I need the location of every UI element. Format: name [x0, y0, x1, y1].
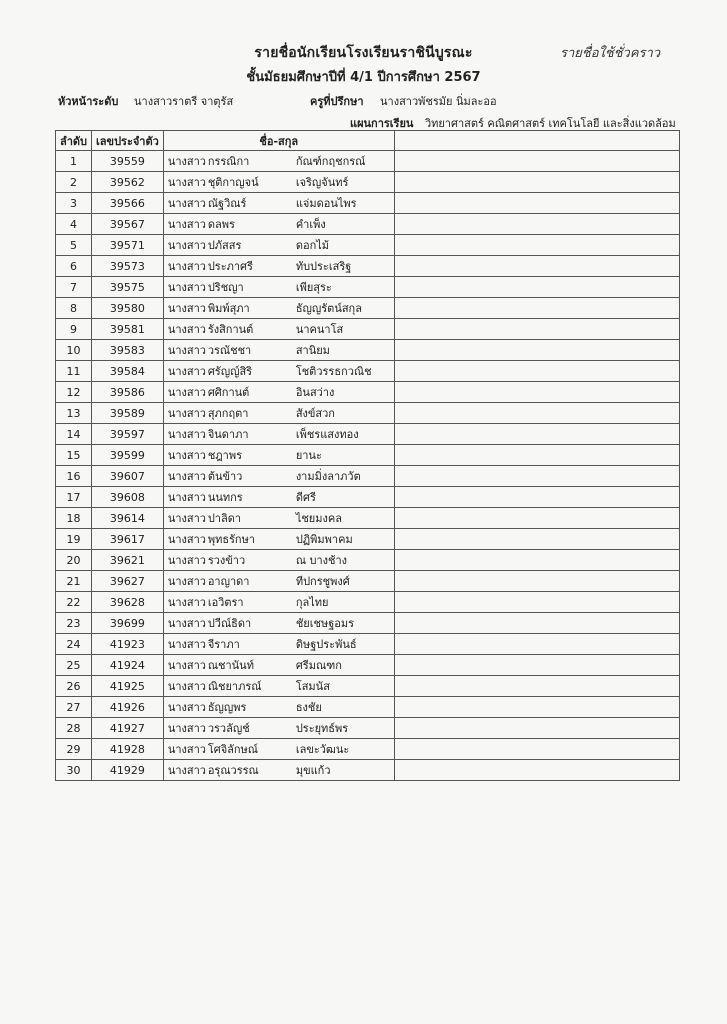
name-prefix: นางสาว: [167, 428, 206, 441]
full-name-cell: [163, 613, 394, 634]
last-name: ดิษฐประพันธ์: [295, 638, 357, 651]
order-cell: 20: [56, 550, 92, 571]
table-row: [56, 487, 680, 508]
blank-cell: [394, 508, 679, 529]
first-name: ปาลิดา: [207, 512, 242, 525]
table-row: [56, 718, 680, 739]
order-cell: 1: [56, 151, 92, 172]
column-header-student-id: เลขประจำตัว: [92, 131, 164, 151]
first-name: จีราภา: [207, 638, 240, 651]
first-name: วรวลัญช์: [207, 722, 250, 735]
blank-cell: [394, 445, 679, 466]
table-row: [56, 739, 680, 760]
full-name-cell: [163, 424, 394, 445]
first-name: อรุณวรรณ: [207, 764, 259, 777]
table-row: [56, 319, 680, 340]
full-name-cell: [163, 361, 394, 382]
student-id-cell: 39562: [92, 172, 164, 193]
full-name-cell: [163, 592, 394, 613]
full-name-cell: [163, 151, 394, 172]
first-name: กรรณิกา: [207, 155, 250, 168]
full-name-cell: [163, 235, 394, 256]
first-name: ปวีณ์ธิดา: [207, 617, 252, 630]
blank-cell: [394, 718, 679, 739]
last-name: เพียสุระ: [295, 281, 332, 294]
full-name-cell: [163, 739, 394, 760]
blank-cell: [394, 151, 679, 172]
student-id-cell: 39573: [92, 256, 164, 277]
student-id-cell: 39575: [92, 277, 164, 298]
order-cell: 13: [56, 403, 92, 424]
column-header-blank: [394, 131, 679, 151]
temporary-list-note: รายชื่อใช้ชั่วคราว: [560, 46, 661, 61]
last-name: ไชยมงคล: [295, 512, 342, 525]
blank-cell: [394, 676, 679, 697]
name-prefix: นางสาว: [167, 218, 206, 231]
table-row: [56, 676, 680, 697]
name-prefix: นางสาว: [167, 323, 206, 336]
full-name-cell: [163, 214, 394, 235]
student-id-cell: 41925: [92, 676, 164, 697]
level-head-label: หัวหน้าระดับ: [58, 95, 119, 108]
first-name: พิมพ์สุภา: [207, 302, 250, 315]
full-name-cell: [163, 256, 394, 277]
first-name: โศจิลักษณ์: [207, 743, 259, 756]
last-name: อินสว่าง: [295, 386, 335, 399]
table-row: [56, 466, 680, 487]
blank-cell: [394, 382, 679, 403]
name-prefix: นางสาว: [167, 617, 206, 630]
full-name-cell: [163, 676, 394, 697]
first-name: ณัฐวิณร์: [207, 197, 247, 210]
order-cell: 3: [56, 193, 92, 214]
blank-cell: [394, 277, 679, 298]
student-id-cell: 41926: [92, 697, 164, 718]
full-name-cell: [163, 382, 394, 403]
name-prefix: นางสาว: [167, 722, 206, 735]
table-row: [56, 361, 680, 382]
blank-cell: [394, 739, 679, 760]
last-name: โชติวรรธกวณิช: [295, 365, 372, 378]
blank-cell: [394, 340, 679, 361]
name-prefix: นางสาว: [167, 386, 206, 399]
table-row: [56, 445, 680, 466]
name-prefix: นางสาว: [167, 239, 206, 252]
last-name: ธัญญรัตน์สกุล: [295, 302, 362, 315]
name-prefix: นางสาว: [167, 365, 206, 378]
name-prefix: นางสาว: [167, 260, 206, 273]
blank-cell: [394, 592, 679, 613]
name-prefix: นางสาว: [167, 344, 206, 357]
order-cell: 30: [56, 760, 92, 781]
last-name: เพ็ชรแสงทอง: [295, 428, 359, 441]
student-id-cell: 39567: [92, 214, 164, 235]
level-head-name: นางสาวราตรี จาตุรัส: [134, 95, 234, 108]
order-cell: 22: [56, 592, 92, 613]
order-cell: 6: [56, 256, 92, 277]
full-name-cell: [163, 193, 394, 214]
blank-cell: [394, 550, 679, 571]
table-row: [56, 298, 680, 319]
first-name: ดลพร: [207, 218, 235, 231]
student-id-cell: 41924: [92, 655, 164, 676]
first-name: นนทกร: [207, 491, 243, 504]
full-name-cell: [163, 550, 394, 571]
last-name: ดอกไม้: [295, 239, 330, 252]
table-row: [56, 634, 680, 655]
blank-cell: [394, 529, 679, 550]
order-cell: 10: [56, 340, 92, 361]
student-id-cell: 39597: [92, 424, 164, 445]
first-name: ธัญญพร: [207, 701, 247, 714]
order-cell: 17: [56, 487, 92, 508]
last-name: ทีปกรชูพงศ์: [295, 575, 350, 588]
blank-cell: [394, 571, 679, 592]
order-cell: 5: [56, 235, 92, 256]
full-name-cell: [163, 298, 394, 319]
last-name: สังข์สวก: [295, 407, 335, 420]
last-name: แจ่มดอนไพร: [295, 197, 357, 210]
first-name: ศศิกานต์: [207, 386, 250, 399]
full-name-cell: [163, 403, 394, 424]
order-cell: 16: [56, 466, 92, 487]
last-name: ประยุทธ์พร: [295, 722, 349, 735]
order-cell: 8: [56, 298, 92, 319]
student-id-cell: 39584: [92, 361, 164, 382]
table-row: [56, 382, 680, 403]
order-cell: 15: [56, 445, 92, 466]
first-name: พุทธรักษา: [207, 533, 256, 546]
table-header-row: [56, 131, 680, 151]
name-prefix: นางสาว: [167, 197, 206, 210]
student-id-cell: 39599: [92, 445, 164, 466]
table-row: [56, 697, 680, 718]
name-prefix: นางสาว: [167, 554, 206, 567]
table-row: [56, 340, 680, 361]
order-cell: 4: [56, 214, 92, 235]
last-name: สานิยม: [295, 344, 330, 357]
first-name: ศรัญญ์สิริ: [207, 365, 253, 378]
first-name: ประภาศรี: [207, 260, 253, 273]
blank-cell: [394, 319, 679, 340]
student-id-cell: 41929: [92, 760, 164, 781]
student-id-cell: 41927: [92, 718, 164, 739]
student-id-cell: 39571: [92, 235, 164, 256]
blank-cell: [394, 403, 679, 424]
blank-cell: [394, 466, 679, 487]
table-row: [56, 151, 680, 172]
student-id-cell: 39566: [92, 193, 164, 214]
student-id-cell: 39580: [92, 298, 164, 319]
name-prefix: นางสาว: [167, 701, 206, 714]
last-name: กุลไทย: [295, 596, 329, 609]
name-prefix: นางสาว: [167, 638, 206, 651]
roster-body: [56, 151, 680, 781]
first-name: ชุติกาญจน์: [207, 176, 259, 189]
blank-cell: [394, 214, 679, 235]
name-prefix: นางสาว: [167, 449, 206, 462]
full-name-cell: [163, 718, 394, 739]
student-id-cell: 39583: [92, 340, 164, 361]
blank-cell: [394, 487, 679, 508]
document-title: รายชื่อนักเรียนโรงเรียนราชินีบูรณะ: [254, 45, 473, 61]
table-row: [56, 613, 680, 634]
last-name: คำเพ็ง: [295, 218, 326, 231]
name-prefix: นางสาว: [167, 407, 206, 420]
first-name: สุภกฤตา: [207, 407, 249, 420]
student-id-cell: 39617: [92, 529, 164, 550]
full-name-cell: [163, 277, 394, 298]
order-cell: 23: [56, 613, 92, 634]
advisor-label: ครูที่ปรึกษา: [310, 95, 364, 108]
name-prefix: นางสาว: [167, 470, 206, 483]
last-name: ธงชัย: [295, 701, 322, 714]
table-row: [56, 529, 680, 550]
blank-cell: [394, 361, 679, 382]
student-id-cell: 39607: [92, 466, 164, 487]
table-row: [56, 235, 680, 256]
first-name: อาญาดา: [207, 575, 250, 588]
full-name-cell: [163, 340, 394, 361]
full-name-cell: [163, 634, 394, 655]
student-id-cell: 39589: [92, 403, 164, 424]
full-name-cell: [163, 172, 394, 193]
order-cell: 12: [56, 382, 92, 403]
blank-cell: [394, 655, 679, 676]
student-id-cell: 41923: [92, 634, 164, 655]
student-roster-table: [55, 130, 680, 781]
first-name: ชฎาพร: [207, 449, 242, 462]
first-name: ปริชญา: [207, 281, 244, 294]
table-row: [56, 571, 680, 592]
class-year-subtitle: ชั้นมัธยมศึกษาปีที่ 4/1 ปีการศึกษา 2567: [246, 70, 481, 85]
name-prefix: นางสาว: [167, 281, 206, 294]
student-id-cell: 39608: [92, 487, 164, 508]
column-header-full-name: ชื่อ-สกุล: [163, 131, 394, 151]
student-id-cell: 39628: [92, 592, 164, 613]
name-prefix: นางสาว: [167, 659, 206, 672]
first-name: รังสิกานต์: [207, 323, 254, 336]
full-name-cell: [163, 466, 394, 487]
blank-cell: [394, 172, 679, 193]
name-prefix: นางสาว: [167, 512, 206, 525]
name-prefix: นางสาว: [167, 491, 206, 504]
name-prefix: นางสาว: [167, 596, 206, 609]
last-name: ทับประเสริฐ: [295, 260, 352, 273]
order-cell: 25: [56, 655, 92, 676]
order-cell: 7: [56, 277, 92, 298]
blank-cell: [394, 424, 679, 445]
order-cell: 2: [56, 172, 92, 193]
student-id-cell: 39621: [92, 550, 164, 571]
order-cell: 9: [56, 319, 92, 340]
order-cell: 18: [56, 508, 92, 529]
advisor-name: นางสาวพัชรมัย นิ่มละออ: [380, 95, 497, 108]
table-row: [56, 214, 680, 235]
name-prefix: นางสาว: [167, 743, 206, 756]
order-cell: 14: [56, 424, 92, 445]
order-cell: 11: [56, 361, 92, 382]
full-name-cell: [163, 529, 394, 550]
student-id-cell: 39699: [92, 613, 164, 634]
last-name: ชัยเชษฐอมร: [295, 617, 355, 630]
first-name: ณิชยาภรณ์: [207, 680, 262, 693]
last-name: ดีศรี: [295, 491, 316, 504]
study-plan-label: แผนการเรียน: [350, 117, 414, 130]
table-row: [56, 424, 680, 445]
last-name: นาคนาโส: [295, 323, 344, 336]
name-prefix: นางสาว: [167, 155, 206, 168]
student-id-cell: 39559: [92, 151, 164, 172]
last-name: โสมนัส: [295, 680, 330, 693]
table-row: [56, 172, 680, 193]
last-name: มุขแก้ว: [295, 764, 331, 777]
last-name: กัณฑ์กฤชกรณ์: [295, 155, 366, 168]
last-name: เจริญจันทร์: [295, 176, 349, 189]
first-name: ณชานันท์: [207, 659, 254, 672]
order-cell: 26: [56, 676, 92, 697]
student-id-cell: 39614: [92, 508, 164, 529]
full-name-cell: [163, 697, 394, 718]
table-row: [56, 193, 680, 214]
name-prefix: นางสาว: [167, 680, 206, 693]
blank-cell: [394, 697, 679, 718]
table-row: [56, 760, 680, 781]
blank-cell: [394, 235, 679, 256]
first-name: วรณัชชา: [207, 344, 252, 357]
full-name-cell: [163, 571, 394, 592]
blank-cell: [394, 193, 679, 214]
student-id-cell: 39627: [92, 571, 164, 592]
name-prefix: นางสาว: [167, 575, 206, 588]
student-id-cell: 39581: [92, 319, 164, 340]
order-cell: 24: [56, 634, 92, 655]
order-cell: 21: [56, 571, 92, 592]
table-row: [56, 277, 680, 298]
table-row: [56, 403, 680, 424]
table-row: [56, 508, 680, 529]
first-name: จินดาภา: [207, 428, 249, 441]
order-cell: 19: [56, 529, 92, 550]
name-prefix: นางสาว: [167, 533, 206, 546]
full-name-cell: [163, 760, 394, 781]
name-prefix: นางสาว: [167, 764, 206, 777]
blank-cell: [394, 256, 679, 277]
last-name: เลขะวัฒนะ: [295, 743, 350, 756]
full-name-cell: [163, 508, 394, 529]
first-name: ปภัสสร: [207, 239, 242, 252]
last-name: ยานะ: [295, 449, 322, 462]
first-name: ต้นข้าว: [207, 470, 243, 483]
student-id-cell: 39586: [92, 382, 164, 403]
full-name-cell: [163, 445, 394, 466]
name-prefix: นางสาว: [167, 302, 206, 315]
blank-cell: [394, 760, 679, 781]
table-row: [56, 655, 680, 676]
full-name-cell: [163, 655, 394, 676]
study-plan-name: วิทยาศาสตร์ คณิตศาสตร์ เทคโนโลยี และสิ่งแวดล้อม: [424, 117, 676, 130]
last-name: ณ บางช้าง: [295, 554, 348, 567]
full-name-cell: [163, 319, 394, 340]
first-name: รวงข้าว: [207, 554, 246, 567]
blank-cell: [394, 298, 679, 319]
table-row: [56, 256, 680, 277]
table-row: [56, 550, 680, 571]
last-name: ศรีมณฑก: [295, 659, 342, 672]
last-name: งามมิ่งลาภวัต: [295, 470, 361, 483]
order-cell: 28: [56, 718, 92, 739]
name-prefix: นางสาว: [167, 176, 206, 189]
student-id-cell: 41928: [92, 739, 164, 760]
first-name: เอวิตรา: [207, 596, 244, 609]
blank-cell: [394, 613, 679, 634]
column-header-order: ลำดับ: [56, 131, 92, 151]
last-name: ปฏิพิมพาคม: [295, 533, 353, 546]
blank-cell: [394, 634, 679, 655]
order-cell: 29: [56, 739, 92, 760]
order-cell: 27: [56, 697, 92, 718]
table-row: [56, 592, 680, 613]
full-name-cell: [163, 487, 394, 508]
